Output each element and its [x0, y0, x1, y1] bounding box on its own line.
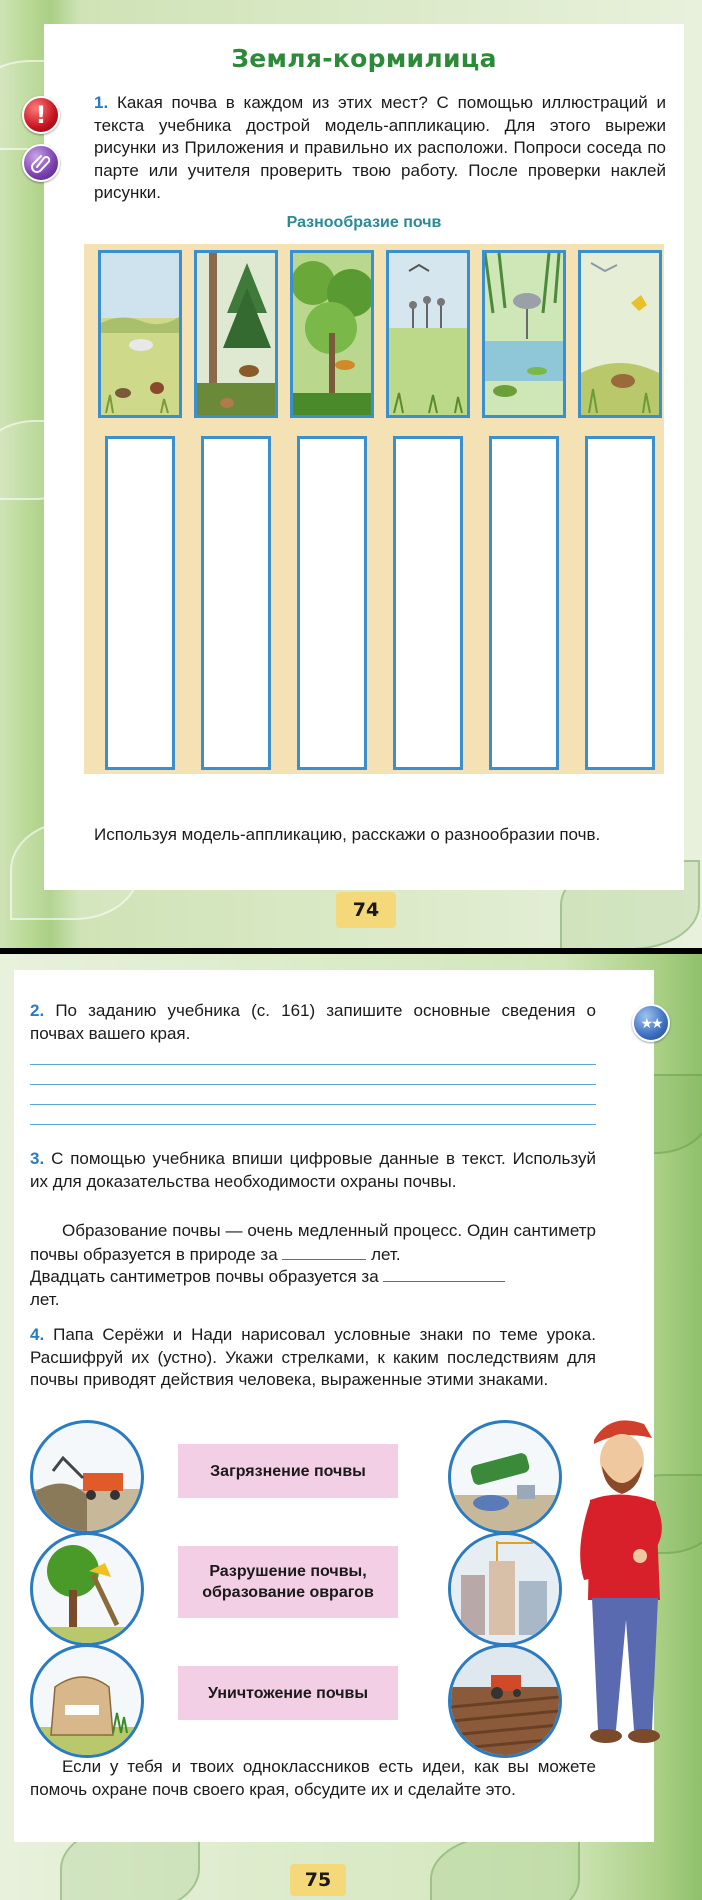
task-3	[30, 1148, 596, 1193]
task-2	[30, 1000, 596, 1045]
task-number: 4.	[30, 1325, 45, 1344]
page-title: Земля-кормилица	[231, 44, 497, 73]
consequence-label[interactable]	[178, 1546, 398, 1618]
field-scene	[578, 250, 662, 418]
bottle-trash-sign[interactable]	[448, 1420, 562, 1534]
task-text: С помощью учебника впиши цифровые данные в текст. Используй их для доказательства необходимости охраны почвы.	[30, 1149, 596, 1191]
task-text: Папа Серёжи и Нади нарисовал условные знаки по теме урока. Расшифруй их (устно). Укажи стрелками, к каким последствиям для почвы приводят действия человека, выраженные этими знаками.	[30, 1325, 596, 1389]
fill-blank-2[interactable]	[383, 1265, 505, 1282]
fill-unit-1: лет.	[371, 1244, 401, 1264]
answer-line[interactable]	[30, 1084, 596, 1085]
leaf-decoration	[430, 1834, 580, 1900]
fill-blank-1[interactable]	[282, 1243, 366, 1260]
father-character	[560, 1410, 680, 1750]
soil-column	[290, 250, 374, 770]
soil-column	[482, 250, 566, 770]
soil-placeholder[interactable]	[297, 436, 367, 770]
soil-placeholder[interactable]	[585, 436, 655, 770]
task-3-fill-text	[30, 1220, 596, 1266]
paperclip-icon	[22, 144, 60, 182]
task-number: 2.	[30, 1001, 45, 1020]
answer-line[interactable]	[30, 1104, 596, 1105]
forest-scene	[290, 250, 374, 418]
fertilizer-bag-sign[interactable]	[30, 1644, 144, 1758]
task-4	[30, 1324, 596, 1392]
chart-footer-text: Используя модель-аппликацию, расскажи о разнообразии почв.	[94, 825, 601, 844]
chart-title: Разнообразие почв	[286, 214, 442, 231]
task-number: 1.	[94, 93, 109, 112]
consequence-elimination: Уничтожение почвы	[207, 1684, 369, 1702]
tree-axe-sign[interactable]	[30, 1532, 144, 1646]
soil-placeholder[interactable]	[489, 436, 559, 770]
task-text: Какая почва в каждом из этих мест? С помощью иллюстраций и текста учебника дострой модель-аппликацию. Для этого вырежи рисунки из Приложения и правильно их расположи. Попроси соседа по парте или учителя проверить твою работу. После проверки наклей рисунки.	[94, 93, 666, 202]
soil-column	[386, 250, 470, 770]
soil-placeholder[interactable]	[201, 436, 271, 770]
task-number: 3.	[30, 1149, 45, 1168]
fill-sentence-1: Образование почвы — очень медленный процесс. Один сантиметр почвы образуется в природе за	[30, 1221, 596, 1264]
meadow-scene	[386, 250, 470, 418]
soil-placeholder[interactable]	[105, 436, 175, 770]
plowing-tractor-sign[interactable]	[448, 1644, 562, 1758]
consequence-label[interactable]	[178, 1444, 398, 1498]
soil-placeholder[interactable]	[393, 436, 463, 770]
consequence-pollution: Загрязнение почвы	[210, 1462, 366, 1480]
warning-icon: !	[22, 96, 60, 134]
task-text: По заданию учебника (с. 161) запишите основные сведения о почвах вашего края.	[30, 1001, 596, 1043]
task-1	[94, 92, 666, 205]
excavator-sign[interactable]	[30, 1420, 144, 1534]
soil-column	[194, 250, 278, 770]
soil-column	[98, 250, 182, 770]
consequence-label[interactable]	[178, 1666, 398, 1720]
closing-text: Если у тебя и твоих одноклассников есть идеи, как вы можете помочь охране почв своего края, обсудите их и сделайте это.	[30, 1757, 596, 1799]
fill-unit-2: лет.	[30, 1289, 60, 1309]
answer-line[interactable]	[30, 1124, 596, 1125]
consequence-destruction: Разрушение почвы, образование оврагов	[202, 1563, 374, 1601]
taiga-scene	[194, 250, 278, 418]
steppe-scene	[98, 250, 182, 418]
soil-column	[578, 250, 662, 770]
soil-diversity-model	[84, 244, 664, 774]
fill-sentence-2: Двадцать сантиметров почвы образуется за	[30, 1267, 379, 1286]
wetland-scene	[482, 250, 566, 418]
page-number: 75	[290, 1864, 346, 1896]
answer-line[interactable]	[30, 1064, 596, 1065]
task-3-fill-text-2	[30, 1265, 596, 1311]
city-buildings-sign[interactable]	[448, 1532, 562, 1646]
page-number: 74	[336, 892, 396, 928]
stars-icon: ★★	[632, 1004, 670, 1042]
